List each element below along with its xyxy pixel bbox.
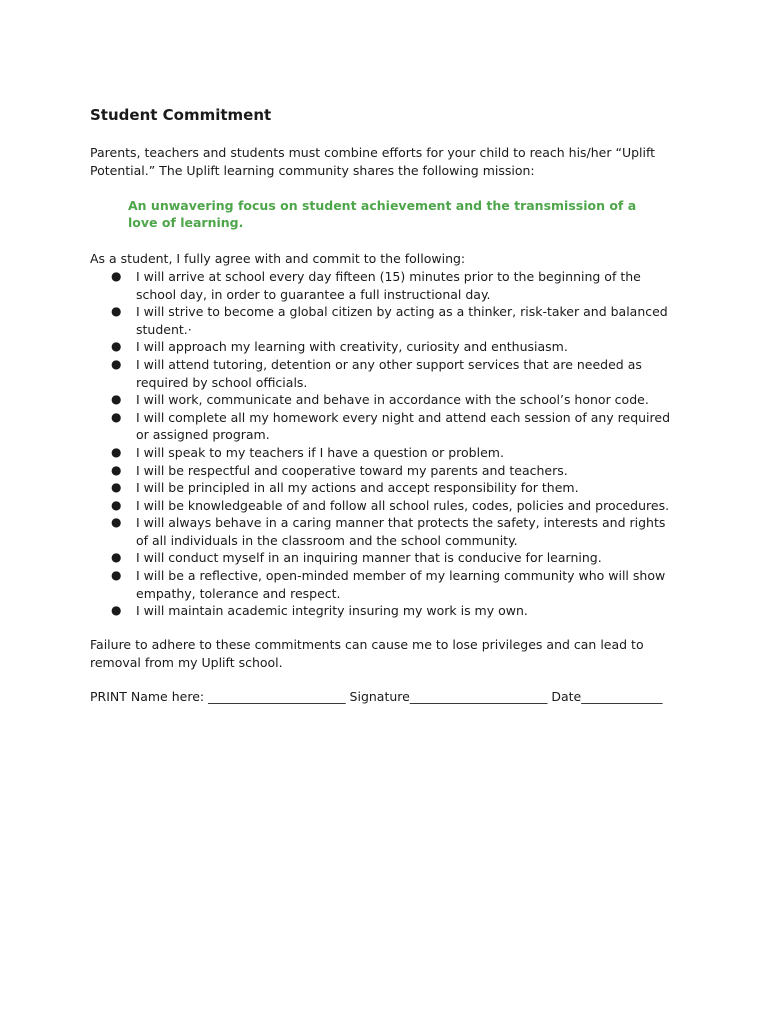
bullet-icon: ● [111, 409, 122, 424]
bullet-icon: ● [111, 304, 122, 319]
list-item [90, 409, 681, 444]
list-item [90, 391, 681, 409]
list-item-text: I will speak to my teachers if I have a question or problem. [136, 444, 504, 460]
list-item [90, 462, 681, 480]
bullet-icon: ● [111, 515, 122, 530]
list-item-text: I will always behave in a caring manner that protects the safety, interests and rights of all individuals in the classroom and the school community. [136, 515, 666, 548]
list-item [90, 268, 681, 303]
list-item [90, 444, 681, 462]
list-item-text: I will be knowledgeable of and follow all school rules, codes, policies and procedures. [136, 497, 670, 513]
commitment-lead: As a student, I fully agree with and commit to the following: [90, 251, 466, 267]
bullet-icon: ● [111, 462, 122, 477]
failure-paragraph: Failure to adhere to these commitments can cause me to lose privileges and can lead to removal from my Uplift school. [90, 636, 644, 670]
page-title: Student Commitment [90, 106, 272, 124]
list-item [90, 338, 681, 356]
list-item-text: I will complete all my homework every night and attend each session of any required or assigned program. [136, 409, 671, 443]
bullet-icon: ● [111, 568, 122, 583]
list-item-text: I will maintain academic integrity insuring my work is my own. [136, 603, 528, 619]
list-item-text: I will be principled in all my actions and accept responsibility for them. [136, 480, 579, 496]
bullet-icon: ● [111, 550, 122, 565]
intro-paragraph: Parents, teachers and students must combine efforts for your child to reach his/her “Uplift Potential.” The Uplift learning community shares the following mission: [90, 145, 656, 178]
list-item [90, 497, 681, 515]
list-item [90, 479, 681, 497]
list-item [90, 303, 681, 338]
bullet-icon: ● [111, 480, 122, 495]
list-item-text: I will attend tutoring, detention or any other support services that are needed as required by school officials. [136, 356, 642, 390]
bullet-icon: ● [111, 339, 122, 354]
bullet-icon: ● [111, 356, 122, 371]
list-item [90, 356, 681, 391]
mission-statement: An unwavering focus on student achievement and the transmission of a love of learning. [128, 197, 637, 231]
list-item [90, 514, 681, 549]
list-item-text: I will be respectful and cooperative toward my parents and teachers. [136, 462, 568, 478]
list-item-text: I will arrive at school every day fifteen (15) minutes prior to the beginning of the school day, in order to guarantee a full instructional day. [136, 268, 641, 302]
bullet-icon: ● [111, 497, 122, 512]
bullet-icon: ● [111, 392, 122, 407]
bullet-icon: ● [111, 603, 122, 618]
list-item-text: I will conduct myself in an inquiring manner that is conducive for learning. [136, 550, 602, 566]
list-item-text: I will strive to become a global citizen by acting as a thinker, risk-taker and balanced student.· [136, 304, 668, 337]
signature-line: PRINT Name here: ______________________ Signature______________________ Date_____________ [90, 689, 663, 705]
list-item-text: I will work, communicate and behave in accordance with the school’s honor code. [136, 392, 649, 408]
commitment-list [90, 268, 690, 620]
list-item [90, 602, 681, 620]
list-item [90, 567, 681, 602]
document-page [90, 104, 690, 706]
bullet-icon: ● [111, 444, 122, 459]
list-item-text: I will be a reflective, open-minded member of my learning community who will show empathy, tolerance and respect. [136, 568, 666, 601]
bullet-icon: ● [111, 268, 122, 283]
list-item [90, 549, 681, 567]
list-item-text: I will approach my learning with creativity, curiosity and enthusiasm. [136, 339, 568, 355]
